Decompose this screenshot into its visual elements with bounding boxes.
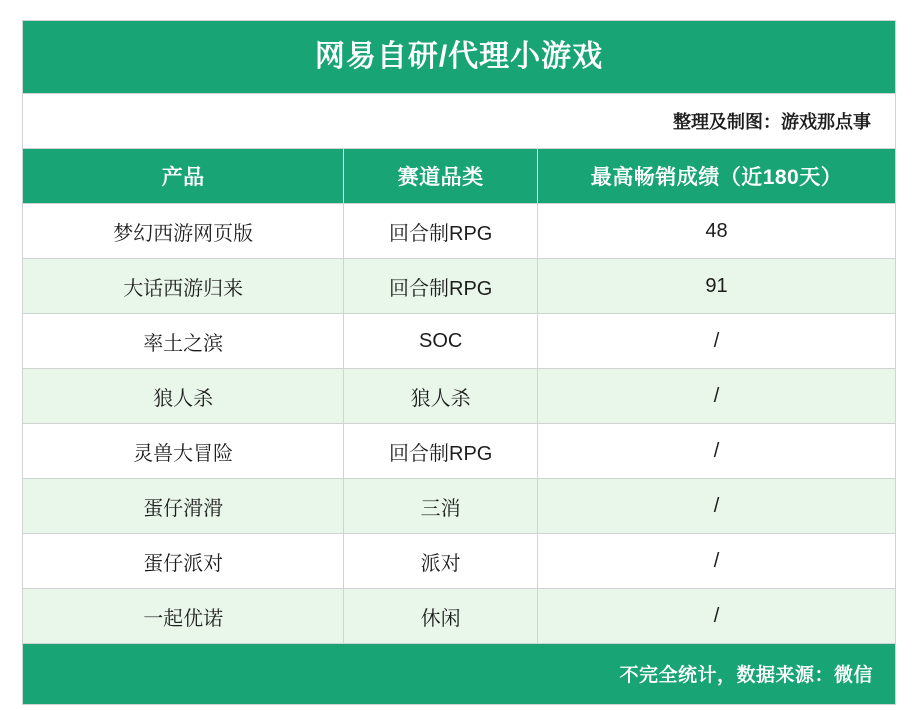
cell-rank: / — [537, 479, 895, 534]
cell-product: 一起优诺 — [23, 589, 344, 644]
table-row — [23, 204, 895, 259]
credit-line: 整理及制图：游戏那点事 — [23, 93, 895, 149]
cell-category: 回合制RPG — [344, 204, 538, 259]
cell-rank: / — [537, 369, 895, 424]
table-header-row — [23, 149, 895, 204]
cell-rank: / — [537, 424, 895, 479]
cell-rank: / — [537, 589, 895, 644]
footer-note: 不完全统计，数据来源：微信 — [23, 644, 895, 704]
table-body — [23, 204, 895, 644]
table-row — [23, 534, 895, 589]
cell-rank: 48 — [537, 204, 895, 259]
cell-rank: / — [537, 534, 895, 589]
table-row — [23, 479, 895, 534]
cell-rank: / — [537, 314, 895, 369]
table-header — [23, 149, 895, 204]
column-header-category: 赛道品类 — [344, 149, 538, 204]
cell-product: 蛋仔派对 — [23, 534, 344, 589]
cell-product: 梦幻西游网页版 — [23, 204, 344, 259]
column-header-product: 产品 — [23, 149, 344, 204]
cell-category: 三消 — [344, 479, 538, 534]
cell-category: 回合制RPG — [344, 424, 538, 479]
cell-product: 狼人杀 — [23, 369, 344, 424]
table-row — [23, 369, 895, 424]
page-title: 网易自研/代理小游戏 — [23, 21, 895, 93]
cell-product: 率土之滨 — [23, 314, 344, 369]
games-table — [23, 149, 895, 644]
cell-category: SOC — [344, 314, 538, 369]
cell-rank: 91 — [537, 259, 895, 314]
cell-category: 派对 — [344, 534, 538, 589]
cell-category: 狼人杀 — [344, 369, 538, 424]
cell-category: 休闲 — [344, 589, 538, 644]
table-row — [23, 589, 895, 644]
table-row — [23, 424, 895, 479]
cell-product: 蛋仔滑滑 — [23, 479, 344, 534]
table-row — [23, 314, 895, 369]
cell-category: 回合制RPG — [344, 259, 538, 314]
column-header-rank: 最高畅销成绩（近180天） — [537, 149, 895, 204]
cell-product: 灵兽大冒险 — [23, 424, 344, 479]
table-container — [22, 20, 896, 705]
cell-product: 大话西游归来 — [23, 259, 344, 314]
table-row — [23, 259, 895, 314]
